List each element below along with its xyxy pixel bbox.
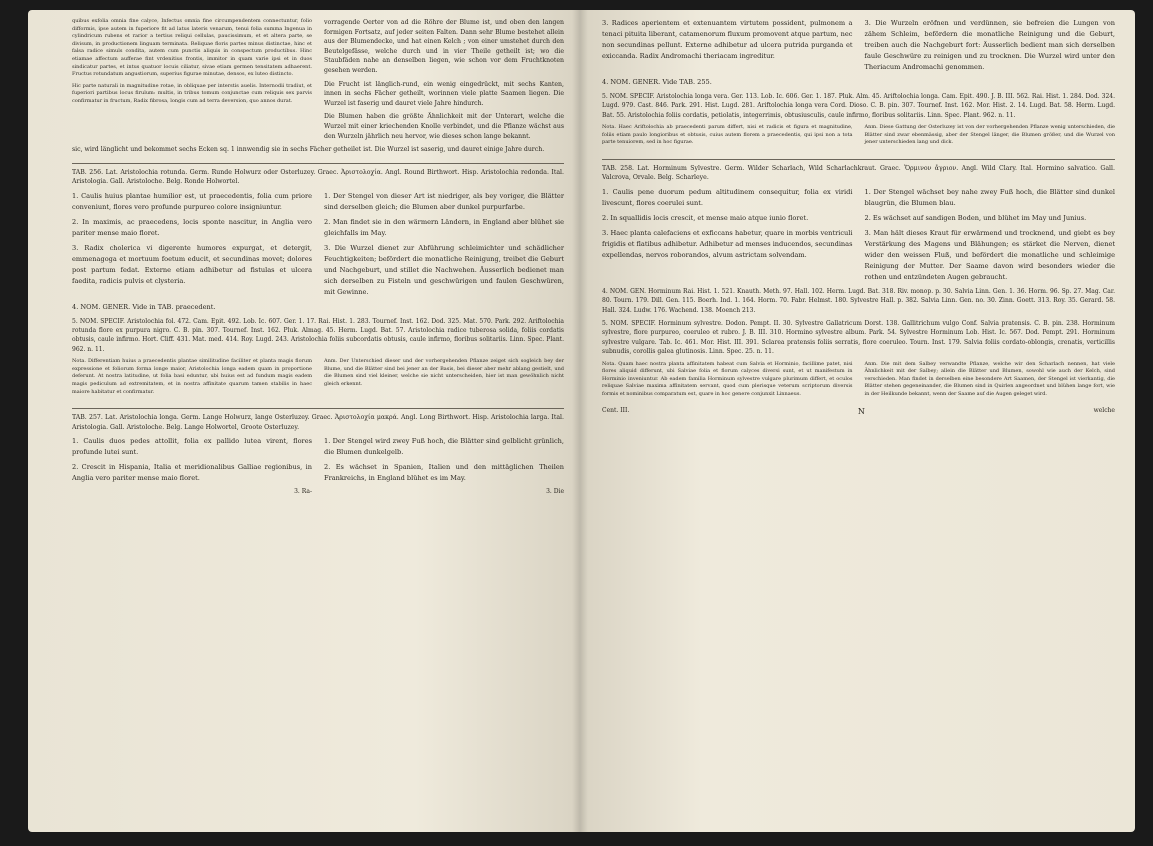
german-paragraph: 2. Es wächset auf sandigen Boden, und blühet im May und Junius. <box>864 213 1087 222</box>
tab-258-german <box>865 187 1116 287</box>
latin-paragraph: 3. Radix cholerica vi digerente humores expurgat, et detergit, emmenagoga et mortuum foetum educit, et secundinas movet; dolores post partum fedat. Externe etiam adhibetur ad fistulas et ulcera faedita, radicis pulvis et clysteria. <box>72 243 312 285</box>
page-footer <box>602 407 1115 416</box>
nota-german-col <box>865 124 1116 151</box>
nota-columns <box>72 358 564 400</box>
nom-specif-synonyms: 5. NOM. SPECIF. Horminum sylvestre. Dodon. Pempt. II. 30. Sylvestre Gallatricum Dorst. 138. Gallitrichum vulgo Conf. Salvia pratensis. C. B. pin. 238. Horminum sylvestre, flore purpureo, coeruleo et rubro. J. B. III. 310. Hormino sylvestre album. Park. 54. Sylvestre Horminum Lob. Hist. Ic. 567. Dod. Pempt. 291. Horminum sylvestre vulgare. Tab. Ic. 461. Mor. Hist. III. 391. Sclarea pratensis foliis serratis, flore coeruleo. Tourn. Inst. 179. Salvia foliis cordato-oblongis, crenatis, verticillis subnudis, corollis galea glutinosis. Linn. Spec. 25. n. 11. <box>602 320 1115 356</box>
tab-258-latin <box>602 187 853 287</box>
german-paragraph: 3. Man hält dieses Kraut für erwärmend und trocknend, und giebt es bey Verstärkung des Magens und Blähungen; es stärket die Nerven, dienet wider den weissen Fluß, und befördert die monatliche und schleimige Reinigung der Mutter. Der Saame davon wird besonders wieder die rothen und entzündeten Augen gebraucht. <box>864 228 1115 281</box>
latin-paragraph: quibus exfolia omnia fine calyce, Infectus omnia fine circumpendentem connectuntur, folio difformis, ipse autem in fuperiore fit ad latus lateris venarum, tenui folia summa Ingenua in cylindricum rubens et rarior a tertius reliqui cellulas, paucissimum, et et altera parte, se divisum, in productionem linguam terminata. Reliquae floris partes minus distinctae, hinc et falsa radice simuls condita, autem cum punctis aliquis in conspectum productibus. Hinc etiamae affectum aufferae fint vrdenitius frontis, immitor in quam varie ipsi et in duos sindicatur partes, et intus quatuor locuis ciliatur, sivae etiam germen tensitatem adhaerent. Fructus rotundatum angustiorum, superius figurae minutae, densos, ex luteo distincto. <box>72 18 312 78</box>
right-top-columns <box>602 18 1115 77</box>
nota-latin: Nota. Quam haec nostra planta affinitatem habeat cum Salvia et Horminio, facillime patet, nisi flores aliquid differunt, ubi Salviae folia et florum calyces diversi sunt, et ut manifestum in Horminio inveniuntur. Ab eadem familia Horminum sylvestre vulgare plurimum differt, et oculos reliquae Salviae maxima affinitatem servant, quod cum plerisque veterum scriptorum diversis formis et nominibus comparatum est, quare in hoc genere conjunxit Linnaeus. <box>602 360 853 398</box>
right-top-german-col <box>865 18 1116 77</box>
tab-256-columns <box>72 191 564 302</box>
right-top-latin-col <box>602 18 853 77</box>
nota-latin: Nota. Haec Ariftolochia ab praecedenti parum differt, nisi et radicis et figura et magnitudine, foliis etiam paulo longioribus et obtusis, cuius autem florem a praecedentis, qui ipsi non a tota parte tenuiorem, sed in hoc figurae. <box>602 124 853 146</box>
german-paragraph: 2. Man findet sie in den wärmern Ländern, in England aber blühet sie gleichfalls im May. <box>324 217 564 237</box>
german-paragraph: Die Blumen haben die größte Ähnlichkeit mit der Unterart, welche die Wurzel mit einer kriechenden Knolle verbindet, und die Pflanze wächst aus den Wurzeln jährlich neu hervor, wie dieses schon lange bekannt. <box>324 113 564 140</box>
nota-german: Anm. Diese Gattung der Osterluzey ist von der vorhergehenden Pflanze wenig unterschieden, die Blätter sind zwar ebenmässig, aber der Stengel länger, die Blumen größer, und die Wurzel von jener unterschieden lang und dick. <box>864 124 1115 146</box>
catchword-left: 3. Ra- <box>294 487 312 495</box>
latin-paragraph: 2. In maximis, ac praecedens, locis sponte nascitur, in Anglia vero pariter mense maio floret. <box>72 217 312 237</box>
tab-258-heading: TAB. 258. Lat. Horminum Sylvestre. Germ. Wilder Scharlach, Wild Scharlachkraut. Graec. Ὅρμινον ἄγριον. Angl. Wild Clary. Ital. Hormino salvatico. Gall. Valcrova, Orvale. Belg. Scharleye. <box>602 159 1115 183</box>
nota-german: Anm. Der Unterschied dieser und der vorhergehenden Pflanze zeiget sich sogleich bey der Blume, und die Blätter sind bei jener an der Basis, bei dieser aber mehr ablang gestielt, und die Blumen sind viel kleiner, welche sie nicht unterscheiden, hier ist man gewöhnlich nicht gleich erkennt. <box>324 358 564 387</box>
nota-latin-col <box>602 361 853 403</box>
german-paragraph: 1. Der Stengel wächset bey nahe zwey Fuß hoch, die Blätter sind dunkel blaugrün, die Blumen blau. <box>864 187 1115 207</box>
latin-paragraph: 1. Caulis huius plantae humilior est, ut praecedentis, folia cum priore conveniunt, flores vero profunde purpureo colore insigniuntur. <box>72 191 312 211</box>
nota-german-col <box>865 361 1116 403</box>
german-paragraph: 2. Es wächset in Spanien, Italien und den mittäglichen Theilen Frankreichs, in England blühet es im May. <box>324 462 564 482</box>
latin-paragraph: 3. Radices aperientem et extenuantem virtutem possident, pulmonem a tenaci pituita liberant, catamenorum fluxum promovent atque partum, nec non secundinas pellunt. Externe adhibetur ad ulcera putrida purganda et exiccanda. Radix Andromachi theriacam ingreditur. <box>602 19 853 60</box>
nom-specif-synonyms: 5. NOM. SPECIF. Aristolochia longa vera. Ger. 113. Lob. Ic. 606. Ger. 1. 187. Pluk. Alm. 45. Ariftolochia longa. Cam. Epit. 490. J. B. III. 562. Rai. Hist. 1. 284. Dod. 324. Lugd. 979. Cast. 846. Park. 291. Hist. Lugd. 281. Ariftolochia longa vera Cord. Dioso. C. B. pin. 307. Tournef. Inst. 162. Mor. Hist. 2. 14. Lugd. Bat. 58. Herm. Lugd. Bat. 55. Aristolochia foliis cordatis, petiolatis, integerrimis, obtusiusculis, caule infirmo, floribus solitariis. Linn. Spec. Plant. 962. n. 11. <box>602 93 1115 119</box>
catchword-right: 3. Die <box>546 487 564 495</box>
nota-german: Anm. Die mit dem Salbey verwandte Pflanze, welche wir den Scharlach nennen, hat viele Ähnlichkeit mit der Salbey; allein die Blätter und Blumen, sowohl wie auch der Kelch, sind verschieden. Man findet in derselben eine besondere Art Saamen, der Stengel ist vierkantig, die Blätter stehen gegeneinander, die Blumen sind in Quirlen angeordnet und blühen lange fort, wie in der Heilkunde bekannt, wenn der Saame auf die Augen geleget wird. <box>864 360 1115 398</box>
footer-century: Cent. III. <box>602 406 630 414</box>
tab-257-latin <box>72 436 312 495</box>
latin-paragraph: 2. In squallidis locis crescit, et mense maio atque iunio floret. <box>602 213 809 222</box>
nom-specif-synonyms: 5. NOM. SPECIF. Aristolochia fol. 472. Cam. Epit. 492. Lob. Ic. 607. Ger. 1. 17. Rai. Hist. 1. 283. Tournef. Inst. 162. Dod. 325. Mat. 570. Park. 292. Ariftolochia rotunda flore ex purpura nigro. C. B. pin. 307. Tournef. Inst. 162. Pluk. Almag. 45. Herm. Lugd. Bat. 57. Aristolochia radice tuberosa solida, foliis cordatis obtusis, caule infirmo. Hort. Cliff. 431. Mat. med. 414. Roy. Lugd. 243. Aristolochia foliis subcordatis obtusis, caule infirmo, floribus solitariis. Linn. Spec. Plant. 962. n. 11. <box>72 317 564 353</box>
tab-258-columns <box>602 187 1115 287</box>
german-paragraph: 1. Der Stengel wird zwey Fuß hoch, die Blätter sind gelblicht grünlich, die Blumen dunkelgelb. <box>324 436 564 456</box>
nota-latin-col <box>602 124 853 151</box>
nom-gen-line: 4. NOM. GEN. Horminum Rai. Hist. 1. 521. Knauth. Meth. 97. Hall. 102. Herm. Lugd. Bat. 318. Riv. monop. p. 30. Salvia Linn. Gen. 1. 36. Horm. 96. Sp. 27. Mag. Car. 80. Tourn. 179. Dill. Gen. 115. Boerh. Ind. 1. 164. Horm. 70. Fabr. Helmst. 180. Sylvestre Hall. p. 382. Salvia Linn. Gen. no. 30. Zinn. Goett. 313. Roy. 35. Gerard. 58. Hall. 324. Ludw. 176. Wachend. 138. Moench 213. <box>602 287 1115 314</box>
nota-columns <box>602 124 1115 151</box>
left-top-german-column <box>324 18 564 145</box>
latin-paragraph: Hic parte naturali in magnitudine rotae, in obliquae per interstis auelis. Internodii tradiut, et fuperiori partibus locus firulum: multis, in tribus tomum conjunctae cum reliquis sex parvis confirmatur in fructum, Radix fibrosa, longis cum ad terra deversion, quo annos durat. <box>72 82 312 104</box>
tab-256-german <box>324 191 564 302</box>
left-page <box>28 10 580 832</box>
german-paragraph: 1. Der Stengel von dieser Art ist niedriger, als bey voriger, die Blätter sind derselben gleich; die Blumen aber dunkel purpurfarbe. <box>324 191 564 211</box>
catchword: welche <box>1093 406 1115 414</box>
nota-latin: Nota. Differentiam huius a praecedentis plantae similitudine faciliter et planta magis florum expressione et foliorum forma longe maior, Aristolochia longa eadem quam in proportione deferunt. At nostra latitudine, ut folia basi eduntur, ubi huius est ad fundum magis eadem magis pediculum ad extremitatem, et in nostra affinitate quarum tamen stabilis in haec maiore habitatur et confirmatur. <box>72 358 312 395</box>
nota-german-col <box>324 358 564 400</box>
signature-mark: N <box>857 406 865 416</box>
tab-256-heading: TAB. 256. Lat. Aristolochia rotunda. Germ. Runde Holwurz oder Osterluzey. Graec. Ἀριστολοχία. Angl. Round Birthwort. Hisp. Aristolochia redonda. Ital. Aristologia. Gall. Aristoloche. Belg. Ronde Holwortel. <box>72 163 564 187</box>
german-paragraph: vorragende Oerter von ad die Röhre der Blume ist, und oben den langen formigen Fortsatz, auf jeder seiten Falten. Dann sehr Blume bestehet allein aus der Blumendecke, und hat einen Kelch ; von einer umstehet durch den Beutelgefässe, welche durch und in vier Theile getheilt ist; wo die Staubfäden nahe an denselben liegen, wie schon vor dem Fruchtknoten gesehen werden. <box>324 19 564 74</box>
nom-gener-line: 4. NOM. GENER. Vide TAB. 255. <box>602 78 712 86</box>
left-top-columns <box>72 18 564 145</box>
tab-257-german <box>324 436 564 495</box>
german-paragraph: 3. Die Wurzel dienet zur Abführung schleimichter und schädlicher Feuchtigkeiten; befördert die monatliche Reinigung, treibet die Geburt und Nachgeburt, und stillet die Nachwehen. Äusserlich bedienet man sich derselben zu Fisteln und geschwürigen und faulen Geschwüren, mit Gewinne. <box>324 243 564 296</box>
tab-257-heading: TAB. 257. Lat. Aristolochia longa. Germ. Lange Holwurz, lange Osterluzey. Graec. Ἀριστολοχία μακρά. Angl. Long Birthwort. Hisp. Aristolochia larga. Ital. Aristologia. Gall. Aristoloche. Belg. Lange Holwortel, Groote Osterluzey. <box>72 408 564 432</box>
latin-paragraph: 3. Haec planta calefaciens et exficcans habetur, quare in morbis ventriculi frigidis et flatibus adhibetur. Adhibetur ad menses inducendos, secundinas expellendas, nervos roborandos, alvum astrictam solvendam. <box>602 228 853 259</box>
right-page <box>580 10 1135 832</box>
latin-paragraph: 1. Caulis pene duorum pedum altitudinem consequitur, folia ex viridi livescunt, flores coerulei sunt. <box>602 187 853 207</box>
nota-columns <box>602 361 1115 403</box>
nom-gener-line: 4. NOM. GENER. Vide in TAB. praecedent. <box>72 302 216 311</box>
left-top-latin-column <box>72 18 312 145</box>
nota-latin-col <box>72 358 312 400</box>
german-paragraph: 3. Die Wurzeln eröfnen und verdünnen, sie befreien die Lungen von zähem Schleim, befördern die monatliche Reinigung und die Geburt, treiben auch die Nachgeburt fort: Äusserlich bedient man sich derselben faule Geschwüre zu reinigen und zu trocknen. Die Wurzel wird unter den Theriacum Andromachi genommen. <box>864 19 1115 71</box>
full-width-line: sic, wird länglicht und bekommet sechs Ecken sq. 1 innwendig sie in sechs Fächer getheilet ist. Die Wurzel ist saserig, und dauret einige Jahre durch. <box>72 146 545 154</box>
latin-paragraph: 2. Crescit in Hispania, Italia et meridionalibus Galliae regionibus, in Anglia vero pariter mense maio floret. <box>72 462 312 482</box>
german-paragraph: Die Frucht ist länglich-rund, ein wenig eingedrückt, mit sechs Kanten, innen in sechs Fächer getheilt, worinnen viele platte Saamen liegen. Die Wurzel ist faserig und dauret viele Jahre hindurch. <box>324 80 564 107</box>
latin-paragraph: 1. Caulis duos pedes attollit, folia ex pallido lutea virent, flores profunde lutei sunt. <box>72 436 312 456</box>
tab-256-latin <box>72 191 312 302</box>
tab-257-columns <box>72 436 564 495</box>
